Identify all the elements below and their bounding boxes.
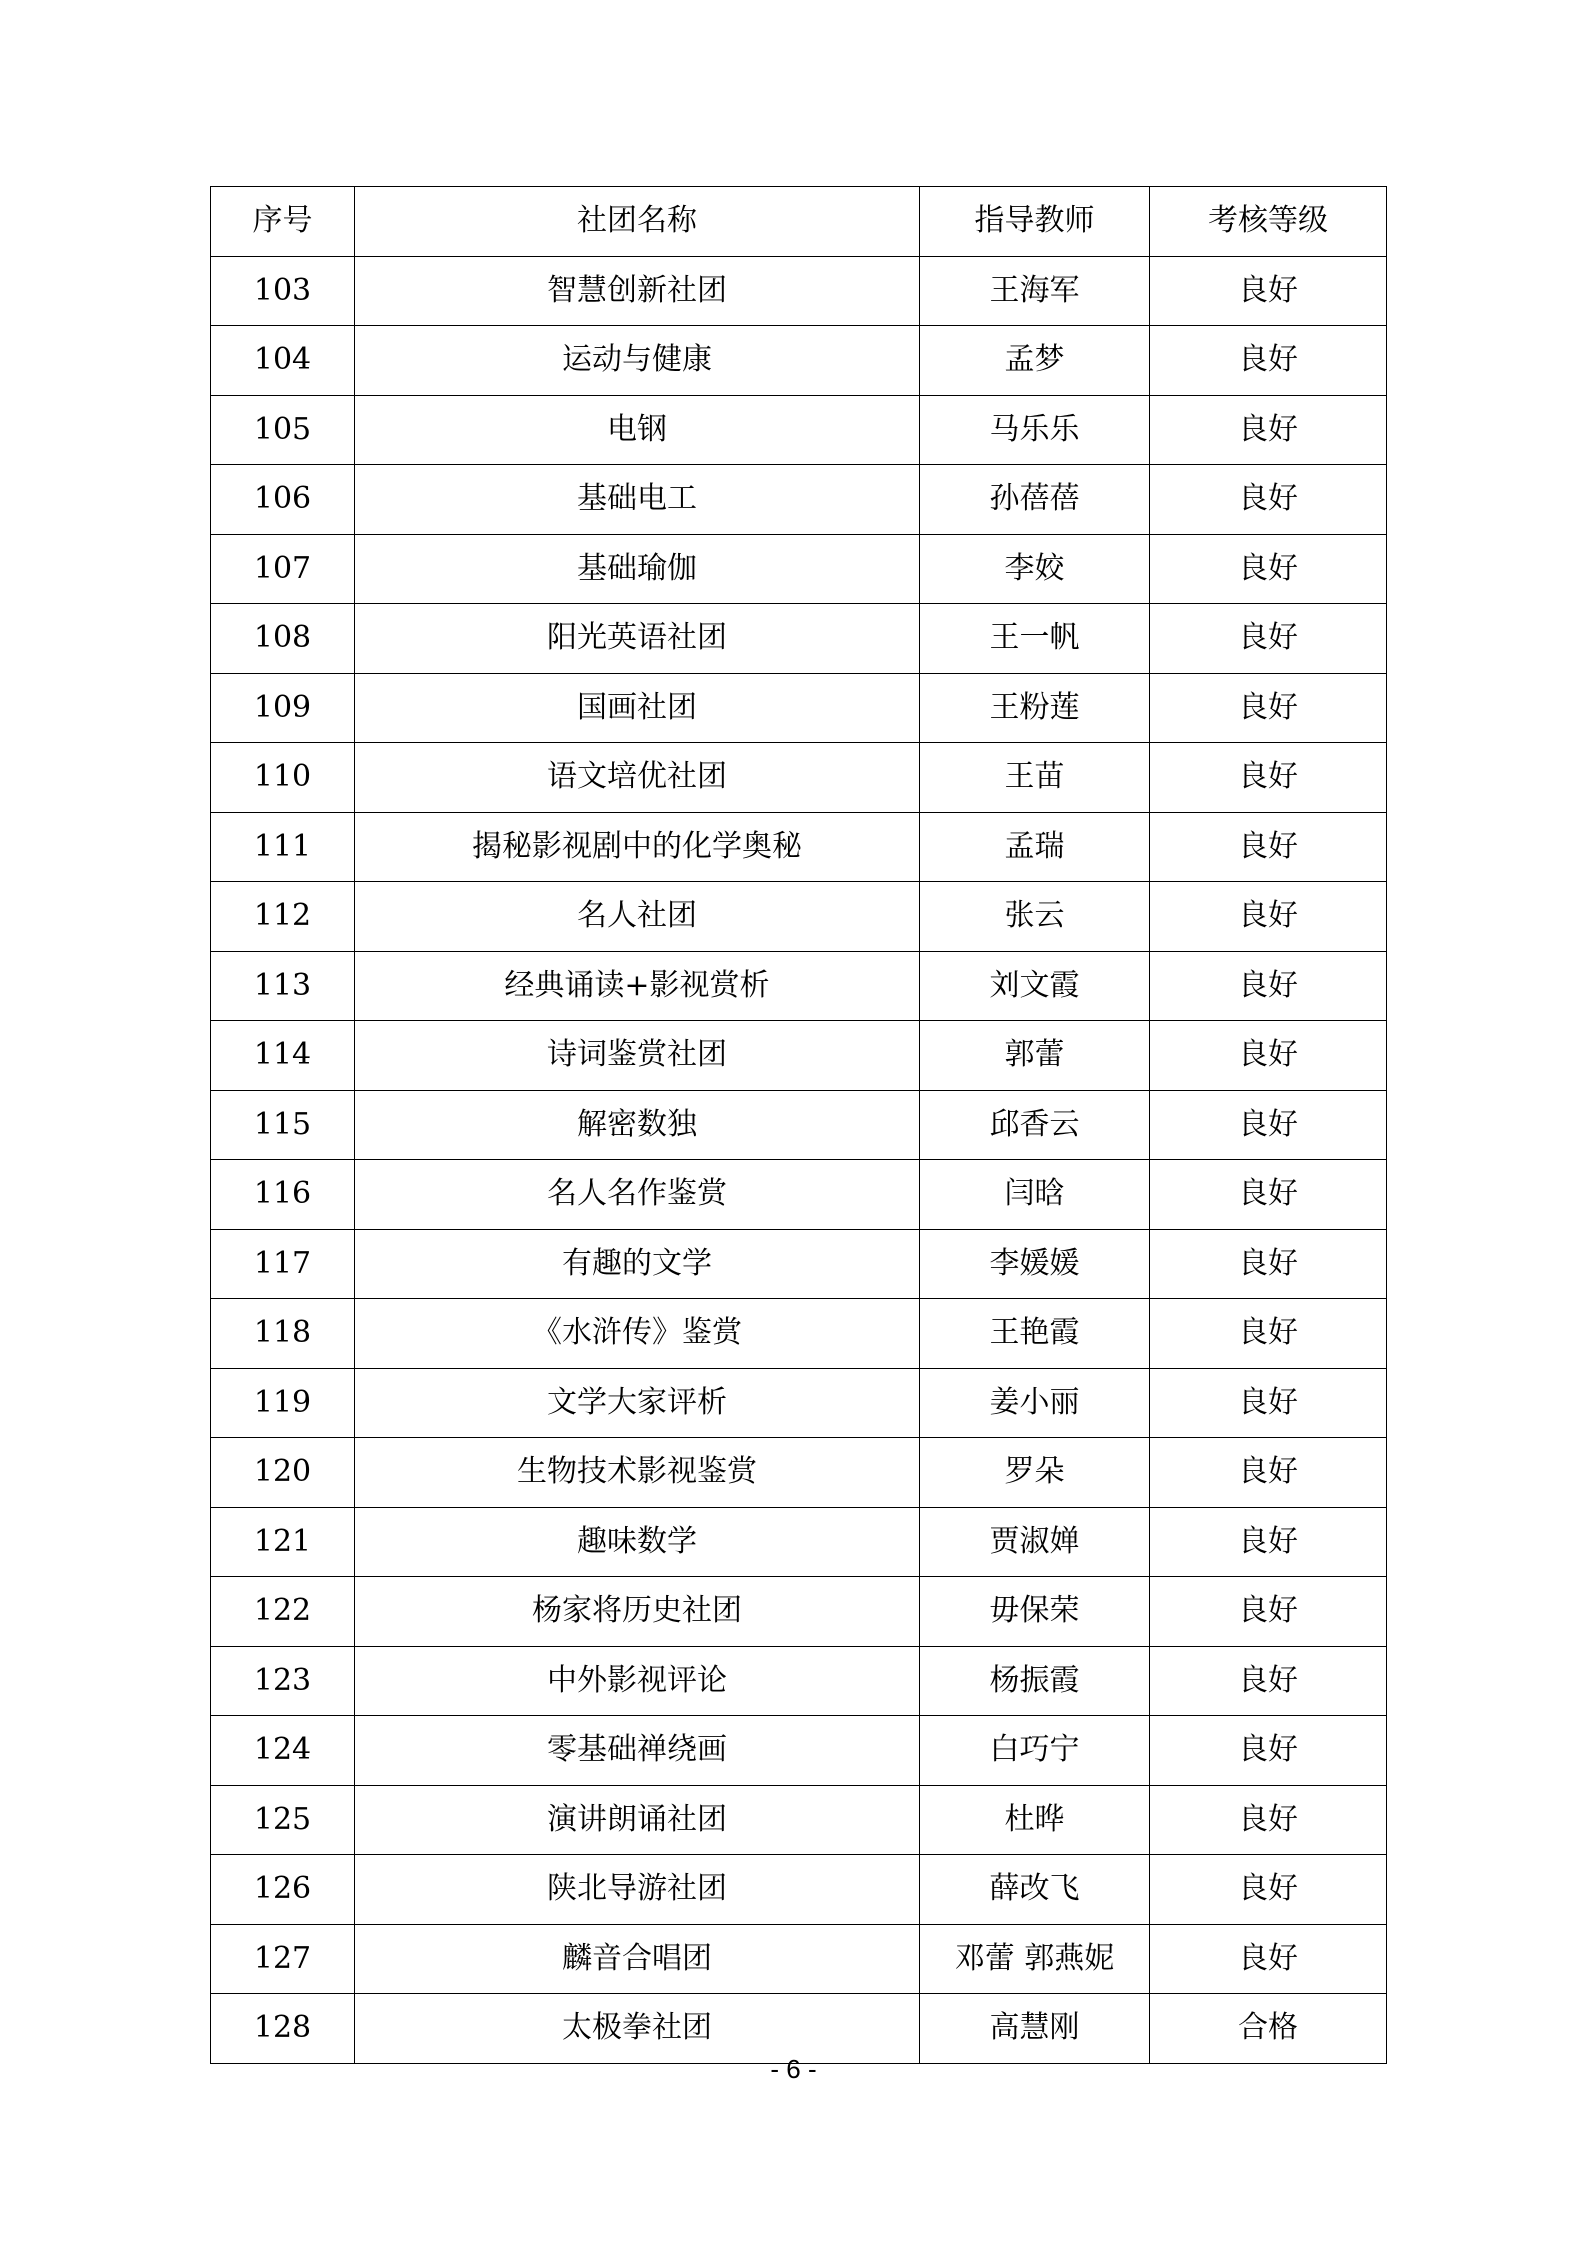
serial-number-cell: 116 [211, 1160, 355, 1230]
advisor-cell: 郭蕾 [920, 1021, 1150, 1091]
page-number: - 6 - [770, 2054, 817, 2084]
club-name-cell: 电钢 [355, 395, 920, 465]
serial-number-cell: 126 [211, 1855, 355, 1925]
serial-number-cell: 108 [211, 604, 355, 674]
advisor-cell: 闫晗 [920, 1160, 1150, 1230]
table-row [211, 743, 1387, 813]
table-row [211, 1994, 1387, 2064]
serial-number-cell: 120 [211, 1438, 355, 1508]
serial-number-cell: 104 [211, 326, 355, 396]
serial-number-cell: 128 [211, 1994, 355, 2064]
serial-number-cell: 109 [211, 673, 355, 743]
grade-cell: 良好 [1150, 1090, 1387, 1160]
club-name-cell: 生物技术影视鉴赏 [355, 1438, 920, 1508]
advisor-cell: 毋保荣 [920, 1577, 1150, 1647]
grade-cell: 良好 [1150, 326, 1387, 396]
club-name-cell: 语文培优社团 [355, 743, 920, 813]
club-name-cell: 基础电工 [355, 465, 920, 535]
advisor-cell: 刘文霞 [920, 951, 1150, 1021]
table-row [211, 1855, 1387, 1925]
serial-number-cell: 105 [211, 395, 355, 465]
advisor-cell: 姜小丽 [920, 1368, 1150, 1438]
club-name-cell: 杨家将历史社团 [355, 1577, 920, 1647]
table-header-row [211, 187, 1387, 257]
grade-cell: 良好 [1150, 1716, 1387, 1786]
advisor-cell: 李姣 [920, 534, 1150, 604]
table-row [211, 1368, 1387, 1438]
table-body [211, 256, 1387, 2063]
serial-number-cell: 107 [211, 534, 355, 604]
club-name-cell: 太极拳社团 [355, 1994, 920, 2064]
table-row [211, 1299, 1387, 1369]
club-name-cell: 《水浒传》鉴赏 [355, 1299, 920, 1369]
grade-cell: 良好 [1150, 1368, 1387, 1438]
table-row [211, 812, 1387, 882]
grade-cell: 良好 [1150, 1507, 1387, 1577]
club-name-cell: 趣味数学 [355, 1507, 920, 1577]
club-name-cell: 名人名作鉴赏 [355, 1160, 920, 1230]
table-row [211, 1646, 1387, 1716]
advisor-cell: 薛改飞 [920, 1855, 1150, 1925]
club-name-cell: 解密数独 [355, 1090, 920, 1160]
club-name-cell: 智慧创新社团 [355, 256, 920, 326]
advisor-cell: 王艳霞 [920, 1299, 1150, 1369]
table-row [211, 1438, 1387, 1508]
club-name-cell: 文学大家评析 [355, 1368, 920, 1438]
table-row [211, 1716, 1387, 1786]
grade-cell: 良好 [1150, 882, 1387, 952]
grade-cell: 良好 [1150, 1924, 1387, 1994]
grade-cell: 良好 [1150, 1577, 1387, 1647]
grade-cell: 合格 [1150, 1994, 1387, 2064]
grade-cell: 良好 [1150, 812, 1387, 882]
club-name-cell: 零基础禅绕画 [355, 1716, 920, 1786]
serial-number-cell: 127 [211, 1924, 355, 1994]
table-row [211, 1785, 1387, 1855]
grade-cell: 良好 [1150, 951, 1387, 1021]
advisor-cell: 马乐乐 [920, 395, 1150, 465]
grade-cell: 良好 [1150, 1229, 1387, 1299]
header-advisor: 指导教师 [920, 187, 1150, 257]
advisor-cell: 李媛媛 [920, 1229, 1150, 1299]
table-row [211, 1577, 1387, 1647]
advisor-cell: 王海军 [920, 256, 1150, 326]
advisor-cell: 高慧刚 [920, 1994, 1150, 2064]
advisor-cell: 孙蓓蓓 [920, 465, 1150, 535]
serial-number-cell: 118 [211, 1299, 355, 1369]
serial-number-cell: 121 [211, 1507, 355, 1577]
table-row [211, 256, 1387, 326]
serial-number-cell: 106 [211, 465, 355, 535]
table-row [211, 326, 1387, 396]
table-row [211, 673, 1387, 743]
grade-cell: 良好 [1150, 395, 1387, 465]
serial-number-cell: 113 [211, 951, 355, 1021]
club-name-cell: 诗词鉴赏社团 [355, 1021, 920, 1091]
grade-cell: 良好 [1150, 1785, 1387, 1855]
advisor-cell: 孟瑞 [920, 812, 1150, 882]
advisor-cell: 王一帆 [920, 604, 1150, 674]
grade-cell: 良好 [1150, 1160, 1387, 1230]
serial-number-cell: 103 [211, 256, 355, 326]
table-row [211, 1507, 1387, 1577]
grade-cell: 良好 [1150, 534, 1387, 604]
advisor-cell: 张云 [920, 882, 1150, 952]
header-serial-number: 序号 [211, 187, 355, 257]
advisor-cell: 王苗 [920, 743, 1150, 813]
table-row [211, 1021, 1387, 1091]
serial-number-cell: 117 [211, 1229, 355, 1299]
table-row [211, 465, 1387, 535]
serial-number-cell: 111 [211, 812, 355, 882]
advisor-cell: 罗朵 [920, 1438, 1150, 1508]
header-club-name: 社团名称 [355, 187, 920, 257]
advisor-cell: 孟梦 [920, 326, 1150, 396]
table-row [211, 1229, 1387, 1299]
grade-cell: 良好 [1150, 604, 1387, 674]
table-row [211, 1924, 1387, 1994]
serial-number-cell: 119 [211, 1368, 355, 1438]
grade-cell: 良好 [1150, 1855, 1387, 1925]
grade-cell: 良好 [1150, 1299, 1387, 1369]
club-name-cell: 演讲朗诵社团 [355, 1785, 920, 1855]
serial-number-cell: 125 [211, 1785, 355, 1855]
serial-number-cell: 114 [211, 1021, 355, 1091]
serial-number-cell: 122 [211, 1577, 355, 1647]
club-name-cell: 名人社团 [355, 882, 920, 952]
club-name-cell: 运动与健康 [355, 326, 920, 396]
table-row [211, 882, 1387, 952]
club-name-cell: 阳光英语社团 [355, 604, 920, 674]
advisor-cell: 贾淑婵 [920, 1507, 1150, 1577]
advisor-cell: 王粉莲 [920, 673, 1150, 743]
table-row [211, 604, 1387, 674]
grade-cell: 良好 [1150, 1646, 1387, 1716]
serial-number-cell: 124 [211, 1716, 355, 1786]
grade-cell: 良好 [1150, 465, 1387, 535]
serial-number-cell: 112 [211, 882, 355, 952]
club-name-cell: 揭秘影视剧中的化学奥秘 [355, 812, 920, 882]
advisor-cell: 杨振霞 [920, 1646, 1150, 1716]
grade-cell: 良好 [1150, 1021, 1387, 1091]
grade-cell: 良好 [1150, 1438, 1387, 1508]
serial-number-cell: 123 [211, 1646, 355, 1716]
club-name-cell: 基础瑜伽 [355, 534, 920, 604]
club-name-cell: 国画社团 [355, 673, 920, 743]
club-name-cell: 有趣的文学 [355, 1229, 920, 1299]
table-row [211, 534, 1387, 604]
advisor-cell: 邱香云 [920, 1090, 1150, 1160]
club-name-cell: 经典诵读+影视赏析 [355, 951, 920, 1021]
advisor-cell: 邓蕾 郭燕妮 [920, 1924, 1150, 1994]
grade-cell: 良好 [1150, 256, 1387, 326]
table-row [211, 1160, 1387, 1230]
table-row [211, 1090, 1387, 1160]
club-name-cell: 陕北导游社团 [355, 1855, 920, 1925]
club-name-cell: 中外影视评论 [355, 1646, 920, 1716]
header-assessment-grade: 考核等级 [1150, 187, 1387, 257]
serial-number-cell: 110 [211, 743, 355, 813]
club-name-cell: 麟音合唱团 [355, 1924, 920, 1994]
advisor-cell: 白巧宁 [920, 1716, 1150, 1786]
table-row [211, 395, 1387, 465]
advisor-cell: 杜晔 [920, 1785, 1150, 1855]
grade-cell: 良好 [1150, 673, 1387, 743]
club-assessment-table [210, 186, 1387, 2064]
serial-number-cell: 115 [211, 1090, 355, 1160]
grade-cell: 良好 [1150, 743, 1387, 813]
table-row [211, 951, 1387, 1021]
